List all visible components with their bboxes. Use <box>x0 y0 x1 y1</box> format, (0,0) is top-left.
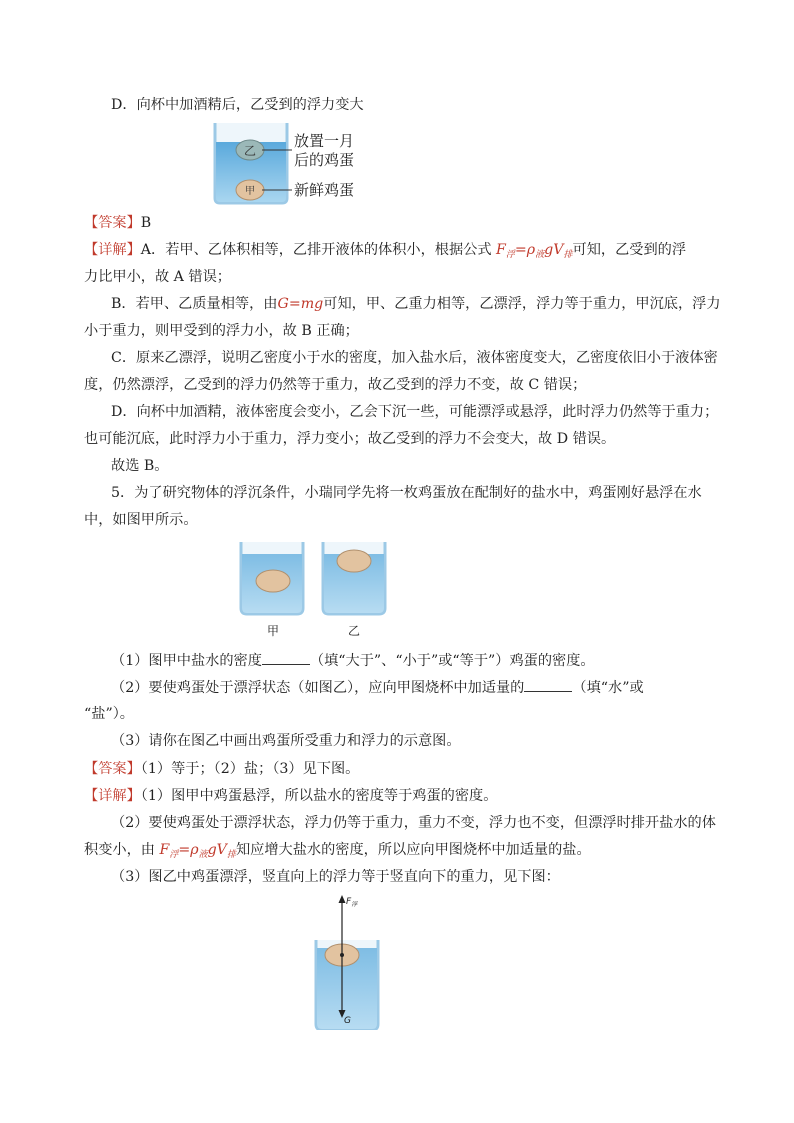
detail-5-line2: （2）要使鸡蛋处于漂浮状态，浮力仍等于重力，重力不变，浮力也不变，但漂浮时排开盐水的体 <box>111 815 716 831</box>
egg-jia-label: 甲 <box>245 186 255 197</box>
detail-5-line4: （3）图乙中鸡蛋漂浮，竖直向上的浮力等于竖直向下的重力，见下图： <box>111 869 560 885</box>
q5-part2-line1: （2）要使鸡蛋处于漂浮状态（如图乙），应向甲图烧杯中加适量的 （填“水”或 <box>111 677 644 698</box>
q5-stem-line2: 中，如图甲所示。 <box>84 512 198 528</box>
figure-beakers-jia-yi <box>236 538 396 642</box>
q5-part1: （1）图甲中盐水的密度 （填“大于”、“小于”或“等于”）鸡蛋的密度。 <box>111 650 595 671</box>
figure-force-diagram <box>308 890 408 1030</box>
detail-4-a-line2: 力比甲小，故 A 错误； <box>84 269 231 285</box>
note-month-old-1: 放置一月 <box>294 132 355 150</box>
figure-egg-beaker-1 <box>210 120 380 206</box>
force-gravity-label: G <box>344 1016 351 1026</box>
egg-floating <box>337 550 371 572</box>
caption-jia: 甲 <box>266 624 280 638</box>
egg-suspended <box>256 570 290 592</box>
blank-1[interactable] <box>262 650 310 665</box>
q5-part3: （3）请你在图乙中画出鸡蛋所受重力和浮力的示意图。 <box>111 733 461 749</box>
note-month-old-2: 后的鸡蛋 <box>294 151 355 169</box>
force-buoyancy-label: $F_浮$ <box>346 897 358 908</box>
detail-4-choose: 故选 B。 <box>111 458 169 474</box>
q5-part2-line2: “盐”）。 <box>84 706 134 722</box>
detail-4-b-line2: 小于重力，则甲受到的浮力小，故 B 正确； <box>84 323 359 339</box>
detail-4-c-line2: 度，仍然漂浮，乙受到的浮力仍然等于重力，故乙受到的浮力不变，故 C 错误； <box>84 377 587 393</box>
detail-4-d-line1: D．向杯中加酒精，液体密度会变小，乙会下沉一些，可能漂浮或悬浮，此时浮力仍然等于重力； <box>111 404 719 420</box>
blank-2[interactable] <box>524 677 572 692</box>
detail-4-b-line1: B．若甲、乙质量相等，由G=mg可知，甲、乙重力相等，乙漂浮，浮力等于重力，甲沉底，浮力 <box>111 296 721 312</box>
detail-4-d-line2: 也可能沉底，此时浮力小于重力，浮力变小；故乙受到的浮力不会变大，故 D 错误。 <box>84 431 616 447</box>
option-d: D．向杯中加酒精后，乙受到的浮力变大 <box>111 97 364 113</box>
caption-yi: 乙 <box>347 624 361 638</box>
detail-4-a-line1: 【详解】A．若甲、乙体积相等，乙排开液体的体积小，根据公式 $F_浮=\rho_液gV_排$可知，乙受到的浮 <box>84 242 687 260</box>
note-fresh: 新鲜鸡蛋 <box>294 181 355 199</box>
arrow-up-icon <box>339 895 346 903</box>
detail-5-line1: 【详解】（1）图甲中鸡蛋悬浮，所以盐水的密度等于鸡蛋的密度。 <box>84 788 498 804</box>
detail-4-c-line1: C．原来乙漂浮，说明乙密度小于水的密度，加入盐水后，液体密度变大，乙密度依旧小于液体密 <box>111 350 718 366</box>
answer-5: 【答案】（1）等于；（2）盐；（3）见下图。 <box>84 761 360 777</box>
detail-5-line3: 积变小，由 $F_浮=\rho_液gV_排$知应增大盐水的密度，所以应向甲图烧杯中加适量的盐。 <box>84 842 591 860</box>
answer-4: 【答案】B <box>84 215 152 231</box>
egg-yi-label: 乙 <box>243 144 257 158</box>
q5-stem-line1: 5．为了研究物体的浮沉条件，小瑞同学先将一枚鸡蛋放在配制好的盐水中，鸡蛋刚好悬浮在水 <box>111 485 702 501</box>
